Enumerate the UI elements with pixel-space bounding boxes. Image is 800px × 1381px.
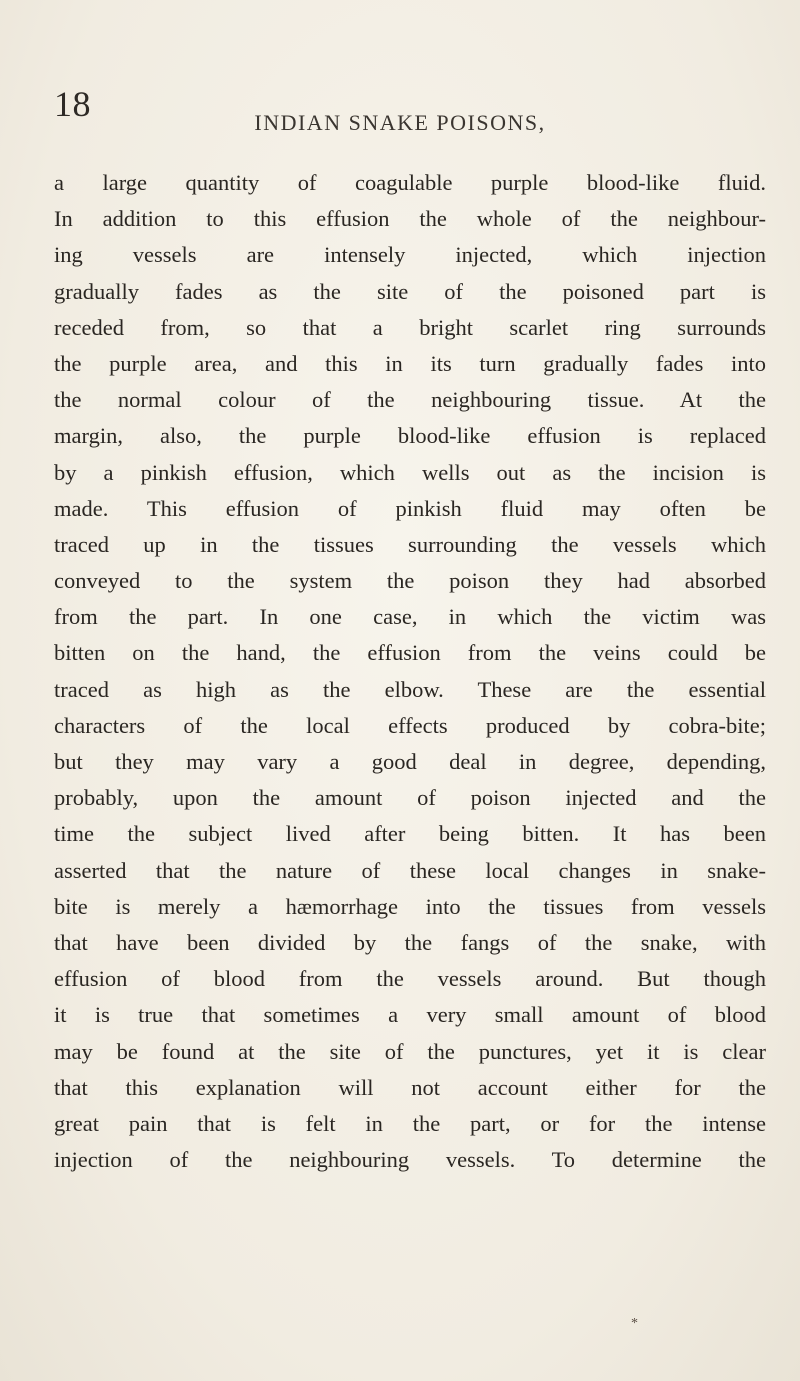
text-line: that this explanation will not account either for the: [54, 1074, 766, 1100]
text-line: by a pinkish effusion, which wells out as the incision is: [54, 459, 766, 485]
text-line: bite is merely a hæmorrhage into the tissues from vessels: [54, 893, 766, 919]
text-line: from the part. In one case, in which the victim was: [54, 604, 766, 630]
text-line: made. This effusion of pinkish fluid may often be: [54, 495, 766, 521]
text-line: that have been divided by the fangs of the snake, with: [54, 929, 766, 955]
text-line: traced up in the tissues surrounding the vessels which: [54, 531, 766, 557]
text-line: it is true that sometimes a very small amount of blood: [54, 1002, 766, 1028]
text-line: great pain that is felt in the part, or for the intense: [54, 1110, 766, 1136]
text-line: the normal colour of the neighbouring tissue. At the: [54, 387, 766, 413]
text-line: characters of the local effects produced by cobra-bite;: [54, 712, 766, 738]
text-line: may be found at the site of the punctures, yet it is clear: [54, 1038, 766, 1064]
text-line: margin, also, the purple blood-like effusion is replaced: [54, 423, 766, 449]
text-line: conveyed to the system the poison they had absorbed: [54, 568, 766, 594]
text-line: bitten on the hand, the effusion from the veins could be: [54, 640, 766, 666]
running-title: INDIAN SNAKE POISONS,: [254, 110, 546, 135]
printer-mark: *: [631, 1316, 638, 1331]
text-line: the purple area, and this in its turn gradually fades into: [54, 350, 766, 376]
text-line: injection of the neighbouring vessels. To determine the: [54, 1147, 766, 1173]
text-line: gradually fades as the site of the poisoned part is: [54, 278, 766, 304]
text-line: a large quantity of coagulable purple blood-like fluid.: [54, 170, 766, 195]
text-line: In addition to this effusion the whole of the neighbour-: [54, 206, 766, 232]
body-paragraph: [54, 165, 766, 1178]
text-line: but they may vary a good deal in degree, depending,: [54, 749, 766, 774]
page-number: 18: [54, 84, 91, 124]
text-line: asserted that the nature of these local changes in snake-: [54, 857, 766, 883]
text-line: probably, upon the amount of poison injected and the: [54, 785, 766, 811]
text-line: time the subject lived after being bitten. It has been: [54, 821, 766, 847]
text-line: receded from, so that a bright scarlet ring surrounds: [54, 314, 766, 340]
text-line: traced as high as the elbow. These are the essential: [54, 676, 766, 702]
text-line: ing vessels are intensely injected, which injection: [54, 242, 766, 268]
text-line: effusion of blood from the vessels around. But though: [54, 966, 766, 992]
